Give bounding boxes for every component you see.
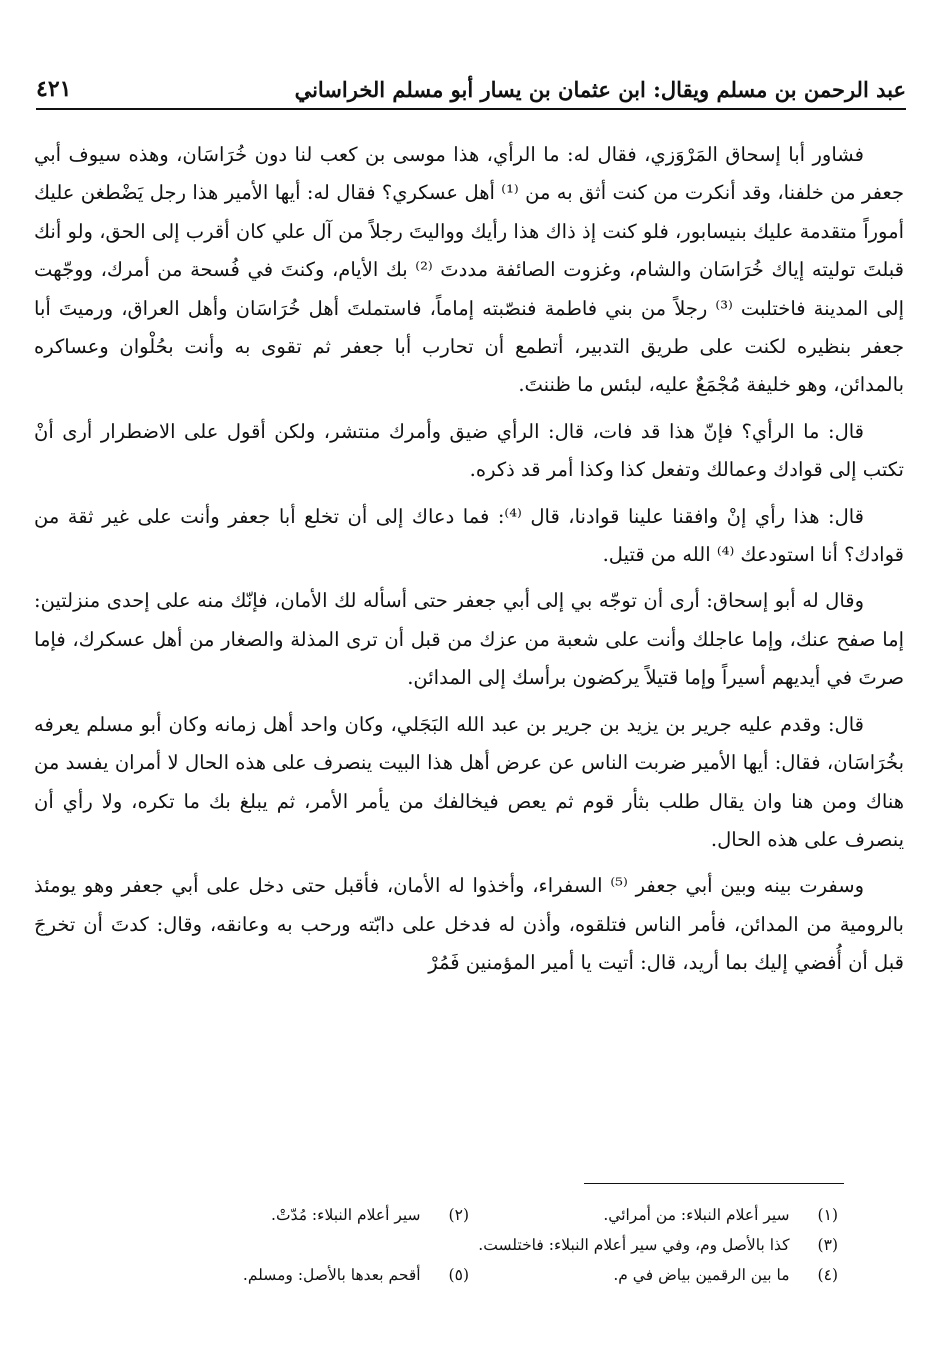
footnote-number: (٤) (817, 1266, 838, 1284)
footnotes (100, 1200, 838, 1290)
footnote-row (100, 1230, 838, 1260)
main-text (34, 136, 904, 991)
footnote-row (100, 1200, 838, 1230)
header-title: عبد الرحمن بن مسلم ويقال: ابن عثمان بن يسار أبو مسلم الخراساني (294, 77, 906, 102)
footnote (100, 1260, 469, 1290)
paragraph: قال: وقدم عليه جرير بن يزيد بن جرير بن عبد الله البَجَلي، وكان واحد أهل زمانه وكان أبو مسلم يعرفه بخُرَاسَان، فقال: أيها الأمير ضربت الناس عن عرض أهل هذا البيت ينصرف على هذه الحال لا أمران يفسد من هناك ومن هنا وان يقال طلب بثأر قوم ثم يعص فيخالفك من يأمر الأمر، ثم يبلغ بك ما تكره، ولا رأي أن ينصرف على هذه الحال. (34, 712, 904, 851)
footnote (469, 1200, 838, 1230)
footnote (469, 1260, 838, 1290)
paragraph: وسفرت بينه وبين أبي جعفر ⁽⁵⁾ السفراء، وأخذوا له الأمان، فأقبل حتى دخل على أبي جعفر وهو يومئذ بالرومية من المدائن، فأمر الناس فتلقوه، وأذن له فدخل على دابّته ورحب به وعانقه، وقال: كدتَ أن تخرجَ قبل أن أُفضي إليك بما أريد، قال: أتيت يا أمير المؤمنين فَمُرْ (34, 874, 904, 975)
footnote-row (100, 1260, 838, 1290)
page-number: ٤٢١ (36, 76, 72, 102)
paragraph: قال: هذا رأي إنْ وافقنا علينا قوادنا، قال ⁽⁴⁾: فما دعاك إلى أن تخلع أبا جعفر وأنت على غير ثقة من قوادك؟ أنا استودعك ⁽⁴⁾ الله من قتيل. (34, 504, 904, 567)
footnote-text: ما بين الرقمين بياض في م. (613, 1266, 790, 1284)
footnote (100, 1230, 838, 1260)
paragraph: فشاور أبا إسحاق المَرْوَزي، فقال له: ما الرأي، هذا موسى بن كعب لنا دون خُرَاسَان، وهذه سيوف أبي جعفر من خلفنا، وقد أنكرت من كنت أثق به من ⁽¹⁾ أهل عسكري؟ فقال له: أيها الأمير هذا رجل يَضْطغن عليك أموراً متقدمة عليك بنيسابور، فلو كنت إذ ذاك هذا رأيك وواليتَ رجلاً من آل علي كان أقرب إلى الحق، ولو أنك قبلتَ توليته إياك خُرَاسَان والشام، وغزوت الصائفة مددتَ ⁽²⁾ بك الأيام، وكنتَ في فُسحة من أمرك، ووجّهت إلى المدينة فاختلبت ⁽³⁾ رجلاً من بني فاطمة فنصّبته إماماً، فاستملتَ أهل خُرَاسَان وأهل العراق، ورميتَ أبا جعفر بنظيره لكنت على طريق التدبير، أتطمع أن تحارب أبا جعفر ثم تقوى به وأنت بحُلْوان وعساكره بالمدائن، وهو خليفة مُجْمَعٌ عليه، لبئس ما ظننتَ. (34, 143, 904, 397)
footnote-text: كذا بالأصل وم، وفي سير أعلام النبلاء: فاختلست. (478, 1236, 790, 1254)
paragraph: وقال له أبو إسحاق: أرى أن توجّه بي إلى أبي جعفر حتى أسأله لك الأمان، فإنّك منه على إحدى منزلتين: إما صفح عنك، وإما عاجلك وأنت على شعبة من عزك من قبل أن ترى المذلة والصغار من أهل عسكرك، فإما صرتَ في أيديهم أسيراً وإما قتيلاً يركضون برأسك إلى المدائن. (34, 589, 904, 690)
footnote-number: (٣) (817, 1236, 838, 1254)
footnote-text: أقحم بعدها بالأصل: ومسلم. (242, 1266, 421, 1284)
footnote-number: (١) (817, 1206, 838, 1224)
footnote (100, 1200, 469, 1230)
footnote-text: سير أعلام النبلاء: مُدّتْ. (271, 1206, 421, 1224)
footnote-number: (٢) (448, 1206, 469, 1224)
running-header (36, 62, 906, 110)
footnote-number: (٥) (448, 1266, 469, 1284)
footnote-separator (584, 1183, 844, 1184)
paragraph: قال: ما الرأي؟ فإنّ هذا قد فات، قال: الرأي ضيق وأمرك منتشر، ولكن أقول على الاضطرار أرى أنْ تكتب إلى قوادك وعمالك وتفعل كذا وكذا أمر قد ذكره. (34, 419, 904, 482)
footnote-text: سير أعلام النبلاء: من أمرائي. (603, 1206, 790, 1224)
